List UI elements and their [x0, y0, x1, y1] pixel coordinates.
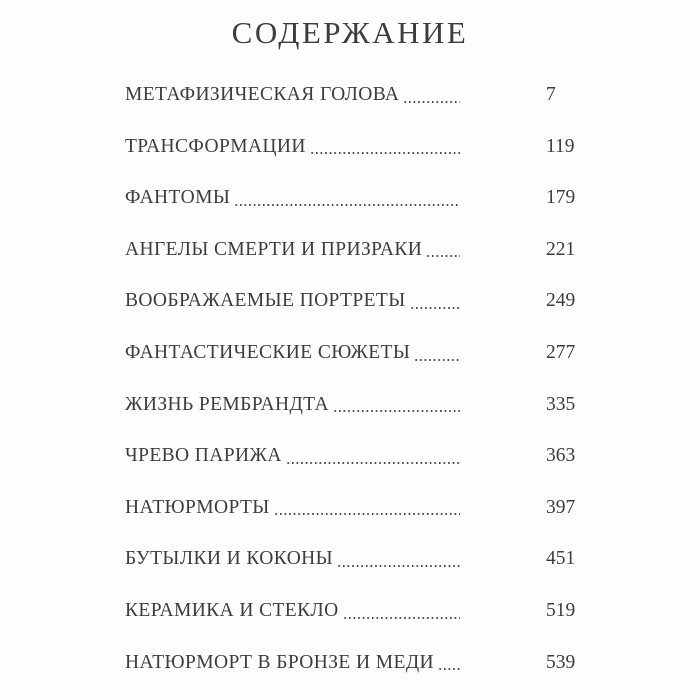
dot-leader [274, 511, 460, 517]
toc-entry-title: БУТЫЛКИ И КОКОНЫ [125, 548, 334, 570]
dot-leader [403, 99, 460, 105]
toc-entry-page-number: 249 [546, 290, 576, 312]
toc-entry-title: КЕРАМИКА И СТЕКЛО [125, 600, 339, 622]
toc-entry-page-number: 397 [546, 496, 576, 518]
toc-entry [125, 363, 577, 415]
dot-leader [426, 253, 460, 259]
toc-entry [125, 208, 577, 260]
toc-entry-page-number: 277 [546, 342, 576, 364]
toc-entry [125, 414, 577, 466]
toc-entry-page-number: 119 [546, 135, 575, 157]
toc-entry [125, 53, 577, 105]
dot-leader [438, 666, 460, 672]
toc-entry-title: НАТЮРМОРТ В БРОНЗЕ И МЕДИ [125, 651, 435, 673]
dot-leader [310, 150, 460, 156]
toc-entry-page-number: 7 [546, 84, 556, 106]
dot-leader [234, 202, 460, 208]
toc-entry-title: ФАНТАСТИЧЕСКИЕ СЮЖЕТЫ [125, 342, 411, 364]
toc-entry [125, 156, 577, 208]
toc-entry-page-number: 539 [546, 651, 576, 673]
page-title: СОДЕРЖАНИЕ [231, 15, 469, 50]
toc-entry [125, 517, 577, 569]
toc-entry-title: ЖИЗНЬ РЕМБРАНДТА [125, 393, 330, 415]
toc-entry [125, 569, 577, 621]
toc-entry-page-number: 221 [546, 238, 576, 260]
toc-list [125, 53, 577, 672]
toc-entry-page-number: 519 [546, 600, 576, 622]
toc-entry-title: НАТЮРМОРТЫ [125, 496, 270, 518]
toc-entry [125, 621, 577, 673]
toc-entry-page-number: 179 [546, 187, 576, 209]
toc-entry [125, 466, 577, 518]
toc-entry-page-number: 363 [546, 445, 576, 467]
toc-entry-title: ТРАНСФОРМАЦИИ [125, 135, 306, 157]
toc-entry-title: ВООБРАЖАЕМЫЕ ПОРТРЕТЫ [125, 290, 406, 312]
dot-leader [343, 615, 460, 621]
toc-entry-title: АНГЕЛЫ СМЕРТИ И ПРИЗРАКИ [125, 238, 423, 260]
toc-entry-page-number: 335 [546, 393, 576, 415]
toc-entry [125, 105, 577, 157]
toc-entry-title: ЧРЕВО ПАРИЖА [125, 445, 282, 467]
toc-entry-title: ФАНТОМЫ [125, 187, 231, 209]
toc-entry [125, 311, 577, 363]
toc-entry [125, 259, 577, 311]
dot-leader [286, 460, 460, 466]
toc-entry-page-number: 451 [546, 548, 576, 570]
dot-leader [414, 357, 460, 363]
dot-leader [337, 563, 460, 569]
dot-leader [333, 408, 460, 414]
toc-entry-title: МЕТАФИЗИЧЕСКАЯ ГОЛОВА [125, 84, 400, 106]
dot-leader [410, 305, 460, 311]
